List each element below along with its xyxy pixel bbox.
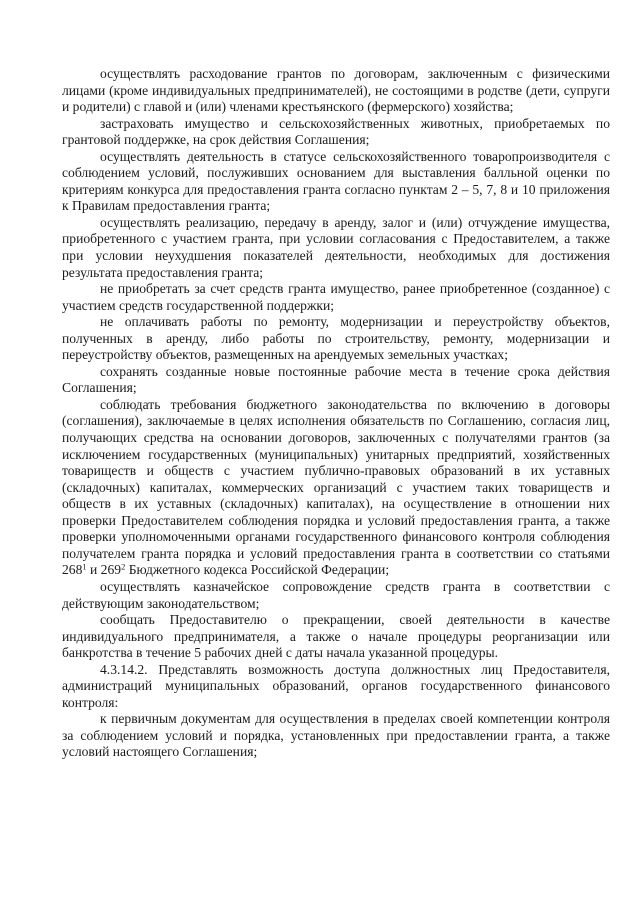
- paragraph-treasury-support: осуществлять казначейское сопровождение средств гранта в соответствии с действующим законодательством;: [62, 578, 610, 611]
- budget-legislation-text-end: Бюджетного кодекса Российской Федерации;: [125, 562, 390, 578]
- paragraph-clause-4-3-14-2: 4.3.14.2. Представлять возможность доступа должностных лиц Предоставителя, администраций муниципальных образований, органов государственного финансового контроля:: [62, 661, 610, 710]
- paragraph-property-disposal: осуществлять реализацию, передачу в аренду, залог и (или) отчуждение имущества, приобретенного с участием гранта, при условии согласования с Предоставителем, а также при условии неухудшения показателей деятельности, необходимых для достижения результата предоставления гранта;: [62, 214, 610, 280]
- paragraph-expenditure-contracts: осуществлять расходование грантов по договорам, заключенным с физическими лицами (кроме индивидуальных предпринимателей), не состоящими в родстве (дети, супруги и родители) с главой и (или) членами крестьянского (фермерского) хозяйства;: [62, 66, 610, 115]
- paragraph-budget-legislation: [62, 397, 610, 579]
- budget-legislation-text-middle: и 269: [86, 562, 122, 578]
- paragraph-primary-documents: к первичным документам для осуществления в пределах своей компетенции контроля за соблюдением условий и порядка, установленных при предоставлении гранта, а также условий настоящего Соглашения;: [62, 711, 610, 760]
- paragraph-producer-status: осуществлять деятельность в статусе сельскохозяйственного товаропроизводителя с соблюдением условий, послуживших основанием для выставления балльной оценки по критериям конкурса для предоставления гранта согласно пунктам 2 – 5, 7, 8 и 10 приложения к Правилам предоставления гранта;: [62, 148, 610, 214]
- paragraph-no-repurchase: не приобретать за счет средств гранта имущество, ранее приобретенное (созданное) с участием средств государственной поддержки;: [62, 281, 610, 313]
- budget-legislation-text-start: соблюдать требования бюджетного законодательства по включению в договоры (соглашения), заключаемые в целях исполнения обязательств по Соглашению, согласия лиц, получающих средства на основании договоров, заключенных с получателями грантов (за исключением государственных (муниципальных) унитарных предприятий, хозяйственных товариществ и обществ с участием публично-правовых образований в их уставных (складочных) капиталах, коммерческих организаций с участием таких товариществ и обществ в их уставных (складочных) капиталах), на осуществление в отношении них проверки Предоставителем соблюдения порядка и условий предоставления гранта, а также проверки уполномоченными органами государственного финансового контроля соблюдения получателем гранта порядка и условий предоставления гранта в соответствии со статьями 268: [62, 396, 610, 578]
- paragraph-insurance: застраховать имущество и сельскохозяйственных животных, приобретаемых по грантовой поддержке, на срок действия Соглашения;: [62, 115, 610, 148]
- article-superscript-1: 1: [82, 561, 87, 572]
- paragraph-no-repair-payment: не оплачивать работы по ремонту, модернизации и переустройству объектов, полученных в аренду, либо работы по строительству, ремонту, модернизации и переустройству объектов, размещенных на арендуемых земельных участках;: [62, 314, 610, 363]
- paragraph-keep-jobs: сохранять созданные новые постоянные рабочие места в течение срока действия Соглашения;: [62, 363, 610, 396]
- article-superscript-2: 2: [121, 561, 126, 572]
- paragraph-notify-termination: сообщать Предоставителю о прекращении, своей деятельности в качестве индивидуального предпринимателя, а также о начале процедуры реорганизации или банкротства в течение 5 рабочих дней с даты начала указанной процедуры.: [62, 612, 610, 661]
